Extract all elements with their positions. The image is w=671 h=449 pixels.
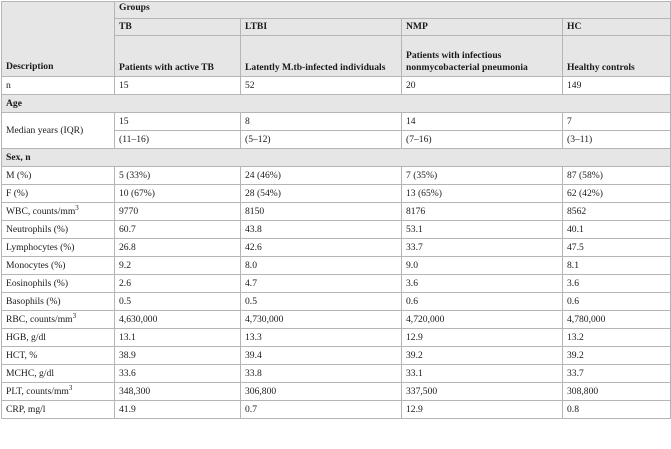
cell: 8.1	[563, 257, 671, 275]
row-label-text: Basophils (%)	[6, 295, 61, 307]
cell: 308,800	[563, 383, 671, 401]
cell: 0.8	[563, 401, 671, 419]
col-desc-nmp: Patients with infectious nonmycobacterial pneumonia	[402, 36, 563, 77]
sex-section-row	[2, 149, 671, 167]
cell: (5–12)	[241, 131, 402, 149]
row-label	[2, 239, 115, 257]
cell: 13.1	[115, 329, 241, 347]
cell: 39.4	[241, 347, 402, 365]
cell: 7	[563, 113, 671, 131]
row-label	[2, 365, 115, 383]
sex-row-f	[2, 185, 671, 203]
cell: 0.6	[563, 293, 671, 311]
row-label	[2, 221, 115, 239]
row-label-text: Neutrophils (%)	[6, 223, 69, 235]
col-code-ltbi: LTBI	[241, 19, 402, 36]
sex-row-m	[2, 167, 671, 185]
cell: 26.8	[115, 239, 241, 257]
row-label	[2, 257, 115, 275]
cell: 4,780,000	[563, 311, 671, 329]
age-median-row	[2, 113, 671, 131]
table-row	[2, 401, 671, 419]
row-label	[2, 203, 115, 221]
unit-superscript: 3	[68, 383, 73, 392]
row-label-text: Monocytes (%)	[6, 259, 66, 271]
cell: 13 (65%)	[402, 185, 563, 203]
cell: 348,300	[115, 383, 241, 401]
cell: 9.2	[115, 257, 241, 275]
cell: 0.5	[115, 293, 241, 311]
cell: 13.2	[563, 329, 671, 347]
cell: 38.9	[115, 347, 241, 365]
cell: 28 (54%)	[241, 185, 402, 203]
cell: 15	[115, 77, 241, 95]
row-label	[2, 401, 115, 419]
cell: 33.7	[402, 239, 563, 257]
cell: 0.7	[241, 401, 402, 419]
row-label: n	[2, 77, 115, 95]
description-header-cell	[2, 2, 115, 77]
cell: 8176	[402, 203, 563, 221]
header-groups-row	[2, 2, 671, 19]
cell: (7–16)	[402, 131, 563, 149]
table-row	[2, 383, 671, 401]
row-label-text: MCHC, g/dl	[6, 367, 54, 379]
row-label-text: Lymphocytes (%)	[6, 241, 75, 253]
col-code-tb: TB	[115, 19, 241, 36]
col-desc-ltbi: Latently M.tb-infected individuals	[241, 36, 402, 77]
col-desc-hc: Healthy controls	[563, 36, 671, 77]
table-row	[2, 347, 671, 365]
cell: (3–11)	[563, 131, 671, 149]
cell: 43.8	[241, 221, 402, 239]
n-row	[2, 77, 671, 95]
cell: 14	[402, 113, 563, 131]
col-code-nmp: NMP	[402, 19, 563, 36]
row-label-text: RBC, counts/mm	[6, 313, 73, 325]
row-label-text: WBC, counts/mm	[6, 205, 76, 217]
clinical-characteristics-table	[1, 1, 671, 419]
row-label	[2, 347, 115, 365]
cell: 12.9	[402, 329, 563, 347]
table-row	[2, 239, 671, 257]
table-row	[2, 329, 671, 347]
cell: 4,720,000	[402, 311, 563, 329]
table-row	[2, 275, 671, 293]
cell: 52	[241, 77, 402, 95]
cell: 24 (46%)	[241, 167, 402, 185]
cell: 0.5	[241, 293, 402, 311]
cell: 62 (42%)	[563, 185, 671, 203]
row-label: M (%)	[2, 167, 115, 185]
cell: 3.6	[563, 275, 671, 293]
cell: 4,630,000	[115, 311, 241, 329]
cell: 13.3	[241, 329, 402, 347]
row-label-text: PLT, counts/mm	[6, 385, 69, 397]
cell: 306,800	[241, 383, 402, 401]
row-label	[2, 293, 115, 311]
cell: 40.1	[563, 221, 671, 239]
table-row	[2, 311, 671, 329]
table-row	[2, 293, 671, 311]
cell: 8.0	[241, 257, 402, 275]
table-row	[2, 221, 671, 239]
cell: (11–16)	[115, 131, 241, 149]
row-label: F (%)	[2, 185, 115, 203]
cell: 39.2	[563, 347, 671, 365]
cell: 39.2	[402, 347, 563, 365]
cell: 60.7	[115, 221, 241, 239]
cell: 149	[563, 77, 671, 95]
cell: 47.5	[563, 239, 671, 257]
cell: 8150	[241, 203, 402, 221]
cell: 41.9	[115, 401, 241, 419]
cell: 4,730,000	[241, 311, 402, 329]
age-section-row	[2, 95, 671, 113]
cell: 7 (35%)	[402, 167, 563, 185]
row-label	[2, 275, 115, 293]
cell: 9770	[115, 203, 241, 221]
cell: 12.9	[402, 401, 563, 419]
description-header: Description	[6, 61, 54, 72]
cell: 33.7	[563, 365, 671, 383]
row-label: Median years (IQR)	[2, 113, 115, 149]
table-row	[2, 203, 671, 221]
cell: 5 (33%)	[115, 167, 241, 185]
cell: 33.8	[241, 365, 402, 383]
unit-superscript: 3	[72, 311, 77, 320]
cell: 87 (58%)	[563, 167, 671, 185]
col-code-hc: HC	[563, 19, 671, 36]
table-row	[2, 365, 671, 383]
row-label-text: CRP, mg/l	[6, 403, 46, 415]
cell: 10 (67%)	[115, 185, 241, 203]
row-label	[2, 311, 115, 329]
cell: 337,500	[402, 383, 563, 401]
cell: 33.6	[115, 365, 241, 383]
cell: 8	[241, 113, 402, 131]
cell: 8562	[563, 203, 671, 221]
groups-header: Groups	[115, 2, 671, 19]
section-heading-age: Age	[2, 95, 671, 113]
cell: 3.6	[402, 275, 563, 293]
cell: 4.7	[241, 275, 402, 293]
section-heading-sex: Sex, n	[2, 149, 671, 167]
table-row	[2, 257, 671, 275]
cell: 42.6	[241, 239, 402, 257]
row-label-text: Eosinophils (%)	[6, 277, 69, 289]
cell: 0.6	[402, 293, 563, 311]
row-label-text: HGB, g/dl	[6, 331, 46, 343]
unit-superscript: 3	[75, 203, 79, 212]
cell: 9.0	[402, 257, 563, 275]
cell: 15	[115, 113, 241, 131]
cell: 33.1	[402, 365, 563, 383]
row-label-text: HCT, %	[6, 349, 38, 361]
col-desc-tb: Patients with active TB	[115, 36, 241, 77]
cell: 20	[402, 77, 563, 95]
cell: 2.6	[115, 275, 241, 293]
row-label	[2, 329, 115, 347]
cell: 53.1	[402, 221, 563, 239]
row-label	[2, 383, 115, 401]
